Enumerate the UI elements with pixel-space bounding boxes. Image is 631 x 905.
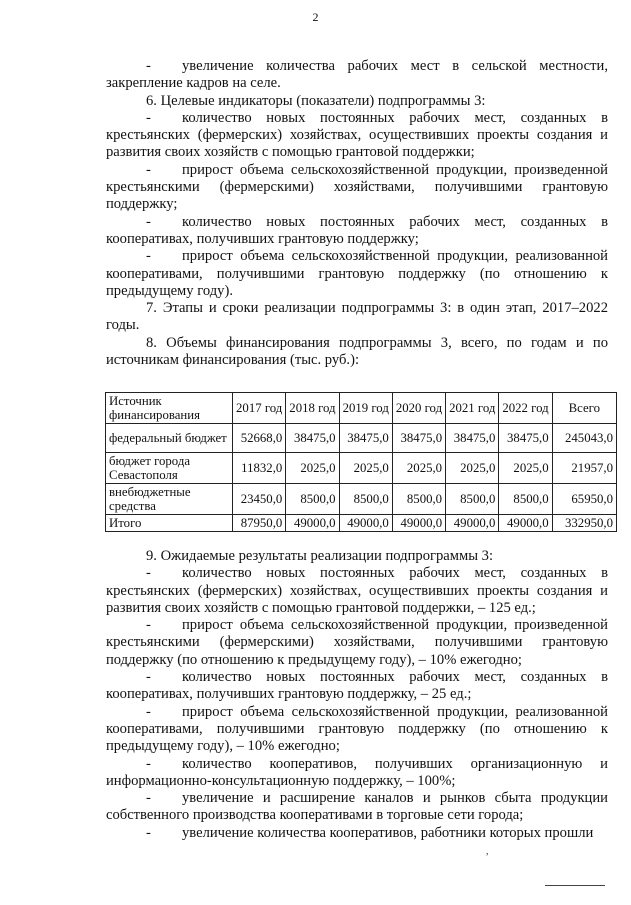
dash-marker: - [146, 824, 151, 841]
table-cell: 49000,0 [286, 515, 339, 532]
table-cell: 8500,0 [446, 484, 499, 515]
dash-marker: - [146, 161, 151, 178]
table-cell: 332950,0 [552, 515, 616, 532]
section-heading [106, 93, 608, 110]
bullet-item [106, 617, 608, 669]
scan-mark [545, 885, 605, 886]
table-header-cell: 2017 год [233, 393, 286, 424]
section-heading [106, 300, 608, 335]
bullet-item [106, 825, 608, 842]
table-header-cell: 2021 год [446, 393, 499, 424]
table-row-label: внебюджетные средства [106, 484, 233, 515]
section-heading [106, 335, 608, 370]
dash-marker: - [146, 669, 151, 686]
table-cell: 38475,0 [392, 424, 445, 453]
bullet-item [106, 565, 608, 617]
paragraph-text: 7. Этапы и сроки реализации подпрограммы 3: в один этап, 2017–2022 годы. [106, 300, 608, 334]
bullet-item [106, 110, 608, 162]
table-cell: 65950,0 [552, 484, 616, 515]
table-cell: 21957,0 [552, 453, 616, 484]
table-cell: 38475,0 [446, 424, 499, 453]
table-row [106, 424, 617, 453]
table-cell: 38475,0 [499, 424, 552, 453]
dash-marker: - [146, 109, 151, 126]
table-cell: 8500,0 [339, 484, 392, 515]
paragraph-text: 9. Ожидаемые результаты реализации подпрограммы 3: [146, 548, 494, 564]
paragraph-text: количество новых постоянных рабочих мест, созданных в кооперативах, получивших грантовую поддержку; [106, 213, 608, 247]
text-block-bottom [106, 548, 608, 842]
table-row-total [106, 515, 617, 532]
table-cell: 49000,0 [499, 515, 552, 532]
dash-marker: - [146, 755, 151, 772]
paragraph-text: увеличение количества кооперативов, работники которых прошли [182, 824, 594, 841]
table-cell: 2025,0 [339, 453, 392, 484]
table-header-cell: 2019 год [339, 393, 392, 424]
paragraph-text: прирост объема сельскохозяйственной продукции, произведенной крестьянскими (фермерскими) хозяйствами, получившими грантовую поддержку (по отношению к предыдущему году), – 10% ежегодно; [106, 617, 608, 668]
bullet-item [106, 756, 608, 791]
bullet-item [106, 790, 608, 825]
paragraph-text: увеличение количества рабочих мест в сельской местности, закрепление кадров на селе. [106, 58, 608, 92]
text-block-top [106, 58, 608, 369]
paragraph-text: количество новых постоянных рабочих мест, созданных в кооперативах, получивших грантовую поддержку, – 25 ед.; [106, 669, 608, 703]
dash-marker: - [146, 790, 151, 807]
table-cell: 2025,0 [286, 453, 339, 484]
table-cell: 2025,0 [446, 453, 499, 484]
table-header-cell: Источник финансирования [106, 393, 233, 424]
bullet-item [106, 58, 608, 93]
table-header-cell: 2020 год [392, 393, 445, 424]
paragraph-text: прирост объема сельскохозяйственной продукции, произведенной крестьянскими (фермерскими) хозяйствами, получившими грантовую поддержку; [106, 161, 608, 213]
table-row-label: Итого [106, 515, 233, 532]
bullet-item [106, 669, 608, 704]
table-cell: 49000,0 [446, 515, 499, 532]
table-cell: 11832,0 [233, 453, 286, 484]
bullet-item [106, 162, 608, 214]
table-cell: 38475,0 [339, 424, 392, 453]
table-cell: 38475,0 [286, 424, 339, 453]
paragraph-text: количество новых постоянных рабочих мест, созданных в крестьянских (фермерских) хозяйствах, осуществивших проекты создания и развития своих хозяйств с помощью грантовой поддержки; [106, 109, 608, 161]
table-cell: 49000,0 [339, 515, 392, 532]
table-header-cell: 2018 год [286, 393, 339, 424]
table-cell: 2025,0 [499, 453, 552, 484]
table-row-label: бюджет города Севастополя [106, 453, 233, 484]
bullet-item [106, 248, 608, 300]
table-cell: 52668,0 [233, 424, 286, 453]
paragraph-text: 8. Объемы финансирования подпрограммы 3, всего, по годам и по источникам финансирования (тыс. руб.): [106, 334, 608, 369]
dash-marker: - [146, 58, 151, 74]
financing-table [105, 392, 617, 532]
bullet-item [106, 214, 608, 249]
dash-marker: - [146, 703, 151, 720]
table-header-row [106, 393, 617, 424]
scan-mark: , [486, 846, 489, 857]
page-number: 2 [312, 10, 319, 24]
table-cell: 8500,0 [392, 484, 445, 515]
dash-marker: - [146, 617, 151, 634]
paragraph-text: количество новых постоянных рабочих мест, созданных в крестьянских (фермерских) хозяйствах, осуществивших проекты создания и развития своих хозяйств с помощью грантовой поддержки, – 125 ед.; [106, 565, 608, 616]
paragraph-text: увеличение и расширение каналов и рынков сбыта продукции собственного производства кооперативами в торговые сети города; [106, 790, 608, 824]
dash-marker: - [146, 213, 151, 230]
bullet-item [106, 704, 608, 756]
table-cell: 23450,0 [233, 484, 286, 515]
table-cell: 49000,0 [392, 515, 445, 532]
table-cell: 87950,0 [233, 515, 286, 532]
dash-marker: - [146, 565, 151, 582]
table-cell: 245043,0 [552, 424, 616, 453]
section-heading [106, 548, 608, 565]
table-row [106, 453, 617, 484]
table-cell: 8500,0 [286, 484, 339, 515]
table-cell: 8500,0 [499, 484, 552, 515]
paragraph-text: прирост объема сельскохозяйственной продукции, реализованной кооперативами, получившими грантовую поддержку (по отношению к предыдущему году), – 10% ежегодно; [106, 703, 608, 755]
table-row-label: федеральный бюджет [106, 424, 233, 453]
table-row [106, 484, 617, 515]
paragraph-text: 6. Целевые индикаторы (показатели) подпрограммы 3: [146, 92, 486, 109]
paragraph-text: прирост объема сельскохозяйственной продукции, реализованной кооперативами, получившими грантовую поддержку (по отношению к предыдущему году). [106, 248, 608, 299]
table-header-cell: Всего [552, 393, 616, 424]
paragraph-text: количество кооперативов, получивших организационную и информационно-консультационную поддержку, – 100%; [106, 755, 608, 789]
table-cell: 2025,0 [392, 453, 445, 484]
table-header-cell: 2022 год [499, 393, 552, 424]
dash-marker: - [146, 248, 151, 265]
